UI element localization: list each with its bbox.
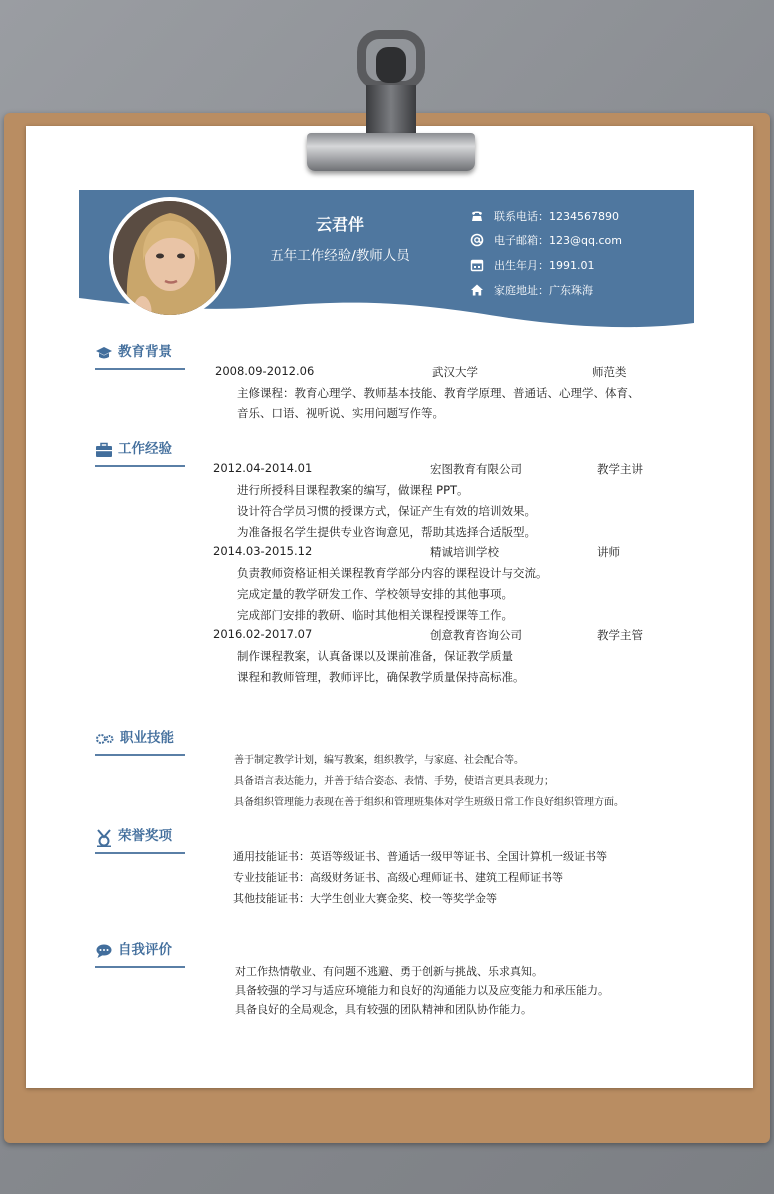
resume-subtitle: 五年工作经验/教师人员	[270, 248, 410, 264]
job-company: 宏图教育有限公司	[430, 462, 522, 476]
job-date: 2012.04-2014.01	[213, 461, 313, 475]
phone-icon	[470, 209, 484, 223]
skill-line: 具备组织管理能力表现在善于组织和管理班集体对学生班级日常工作良好组织管理方面。	[234, 797, 624, 808]
job-date: 2016.02-2017.07	[213, 627, 313, 641]
job-line: 完成定量的教学研发工作、学校领导安排的其他事项。	[237, 587, 513, 601]
education-line: 音乐、口语、视听说、实用问题写作等。	[237, 406, 444, 420]
honor-line: 专业技能证书：高级财务证书、高级心理师证书、建筑工程师证书等	[233, 871, 563, 884]
section-title-skills: 职业技能	[95, 730, 185, 756]
job-role: 教学主讲	[597, 462, 643, 476]
skill-line: 善于制定教学计划，编写教案，组织教学，与家庭、社会配合等。	[234, 755, 524, 766]
education-date: 2008.09-2012.06	[215, 364, 315, 378]
medal-icon	[95, 829, 113, 847]
briefcase-icon	[95, 442, 113, 458]
clip-plate	[307, 133, 475, 171]
section-title-education: 教育背景	[95, 344, 185, 370]
contact-email: 电子邮箱：123@qq.com	[470, 232, 622, 248]
chat-bubble-icon	[95, 943, 113, 959]
honor-line: 通用技能证书：英语等级证书、普通话一级甲等证书、全国计算机一级证书等	[233, 850, 607, 863]
job-line: 负责教师资格证相关课程教育学部分内容的课程设计与交流。	[237, 566, 548, 580]
job-line: 制作课程教案，认真备课以及课前准备，保证教学质量	[237, 649, 513, 663]
education-school: 武汉大学	[432, 365, 478, 379]
job-line: 完成部门安排的教研、临时其他相关课程授课等工作。	[237, 608, 513, 622]
job-date: 2014.03-2015.12	[213, 544, 313, 558]
education-major: 师范类	[592, 365, 627, 379]
job-role: 讲师	[597, 545, 620, 559]
self-line: 具备较强的学习与适应环境能力和良好的沟通能力以及应变能力和承压能力。	[235, 984, 609, 997]
section-title-honors: 荣誉奖项	[95, 828, 185, 854]
self-line: 具备良好的全局观念，具有较强的团队精神和团队协作能力。	[235, 1003, 532, 1016]
clip-body	[366, 85, 416, 135]
education-line: 主修课程：教育心理学、教师基本技能、教育学原理、普通话、心理学、体育、	[237, 386, 640, 400]
contact-birth: 出生年月：1991.01	[470, 257, 595, 273]
honor-line: 其他技能证书：大学生创业大赛金奖、校一等奖学金等	[233, 892, 497, 905]
resume-name: 云君伴	[315, 215, 364, 234]
job-line: 设计符合学员习惯的授课方式，保证产生有效的培训效果。	[237, 504, 536, 518]
home-icon	[470, 283, 484, 297]
contact-address: 家庭地址：广东珠海	[470, 282, 593, 298]
calendar-icon	[470, 258, 484, 272]
at-icon	[470, 233, 484, 247]
section-title-self: 自我评价	[95, 942, 185, 968]
avatar	[109, 197, 231, 319]
gears-icon	[95, 731, 115, 747]
section-title-work: 工作经验	[95, 441, 185, 467]
self-line: 对工作热情敬业、有问题不逃避、勇于创新与挑战、乐求真知。	[235, 965, 543, 978]
job-company: 创意教育咨询公司	[430, 628, 522, 642]
clip-ring-hole	[376, 47, 406, 83]
skill-line: 具备语言表达能力，并善于结合姿态、表情、手势，使语言更具表现力；	[234, 776, 554, 787]
job-company: 精诚培训学校	[430, 545, 499, 559]
job-role: 教学主管	[597, 628, 643, 642]
job-line: 为准备报名学生提供专业咨询意见，帮助其选择合适版型。	[237, 525, 536, 539]
contact-phone: 联系电话：1234567890	[470, 208, 619, 224]
job-line: 课程和教师管理，教师评比，确保教学质量保持高标准。	[237, 670, 525, 684]
job-line: 进行所授科目课程教案的编写，做课程 PPT。	[237, 483, 469, 497]
graduation-cap-icon	[95, 345, 113, 361]
